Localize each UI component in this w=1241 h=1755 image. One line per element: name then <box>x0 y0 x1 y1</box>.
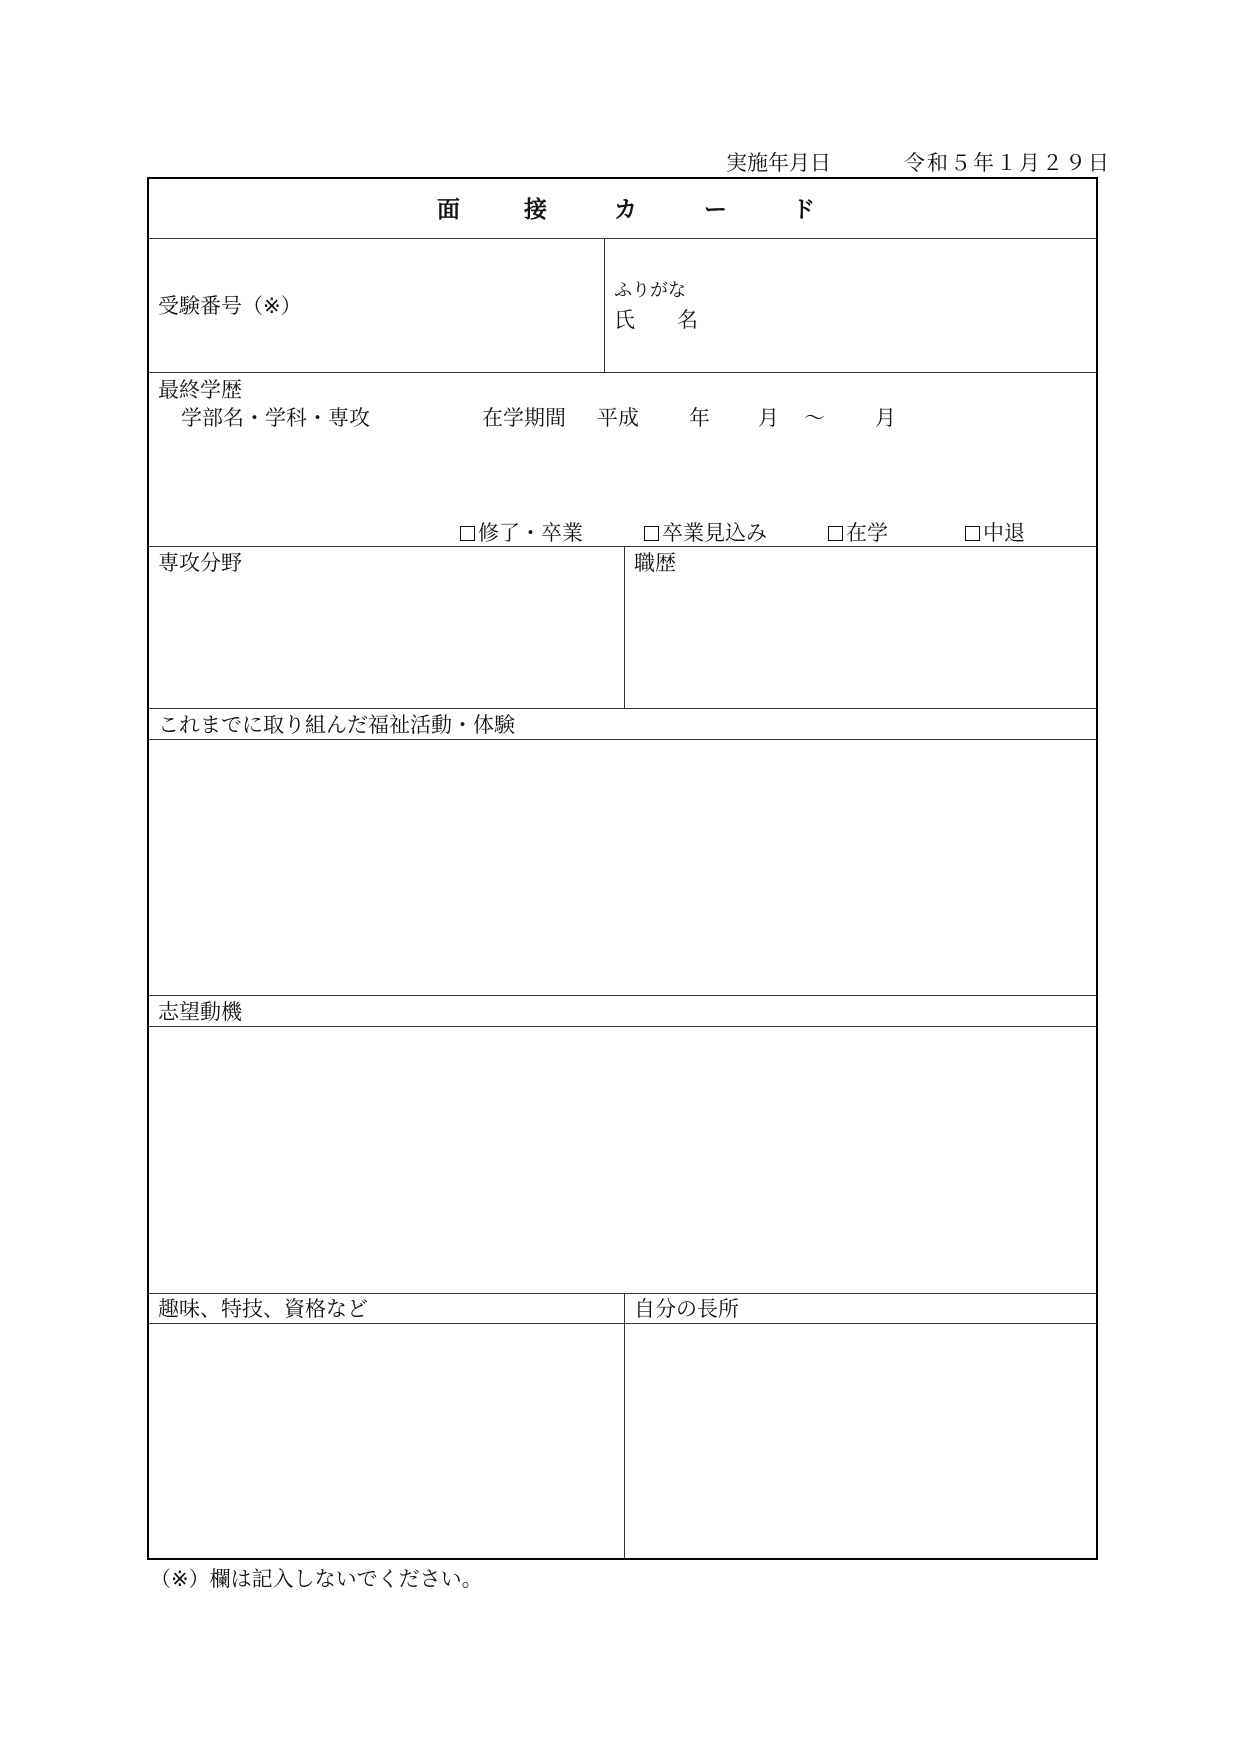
name-label: 氏 名 <box>614 308 698 332</box>
status-option-enrolled[interactable] <box>828 521 888 545</box>
career-field[interactable] <box>630 578 1092 704</box>
status-option-withdrawn-label: 中退 <box>983 521 1025 545</box>
furigana-label: ふりがな <box>614 280 686 301</box>
checkbox-enrolled[interactable] <box>828 526 843 541</box>
career-label: 職歴 <box>634 551 676 575</box>
title-char-2: 接 <box>524 197 547 223</box>
title-char-4: ー <box>704 197 727 223</box>
rule-below-title <box>148 238 1097 239</box>
rule-below-hobbies-label <box>148 1323 1097 1324</box>
strengths-field[interactable] <box>630 1328 1092 1554</box>
exam-number-field[interactable] <box>300 244 600 368</box>
checkbox-expected[interactable] <box>644 526 659 541</box>
major-label: 専攻分野 <box>158 551 242 575</box>
rule-below-motivation-label <box>148 1026 1097 1027</box>
name-field[interactable] <box>720 244 1090 368</box>
title-char-5: ド <box>792 197 815 223</box>
title-char-1: 面 <box>437 197 460 223</box>
status-option-expected-label: 卒業見込み <box>662 521 767 545</box>
divider-exam-name <box>604 238 605 372</box>
department-label: 学部名・学科・専攻 <box>181 406 370 430</box>
strengths-label: 自分の長所 <box>634 1297 739 1321</box>
hobbies-field[interactable] <box>152 1328 620 1554</box>
rule-below-major <box>148 708 1097 709</box>
status-option-withdrawn[interactable] <box>965 521 1025 545</box>
enrollment-period-label: 在学期間 <box>482 406 566 430</box>
date-label: 実施年月日 <box>726 151 831 175</box>
motivation-field[interactable] <box>152 1031 1092 1287</box>
rule-below-education <box>148 546 1097 547</box>
rule-below-motivation <box>148 1293 1097 1294</box>
rule-below-welfare-label <box>148 739 1097 740</box>
status-option-expected[interactable] <box>644 521 767 545</box>
welfare-activities-field[interactable] <box>152 744 1092 990</box>
checkbox-withdrawn[interactable] <box>965 526 980 541</box>
major-field[interactable] <box>152 578 620 704</box>
hobbies-label: 趣味、特技、資格など <box>158 1297 368 1321</box>
month-label-start: 月 <box>758 406 779 430</box>
date-value: 令和５年１月２９日 <box>904 151 1111 175</box>
status-option-graduated-label: 修了・卒業 <box>478 521 583 545</box>
tilde-separator: ～ <box>804 406 825 430</box>
checkbox-graduated[interactable] <box>460 526 475 541</box>
education-label: 最終学歴 <box>158 378 242 402</box>
rule-below-name <box>148 372 1097 373</box>
motivation-label: 志望動機 <box>158 1000 242 1024</box>
footnote: （※）欄は記入しないでください。 <box>150 1567 483 1591</box>
education-field[interactable] <box>160 436 1080 510</box>
status-option-graduated[interactable] <box>460 521 583 545</box>
exam-number-label: 受験番号（※） <box>158 294 302 318</box>
divider-hobbies-strengths <box>624 1293 625 1559</box>
welfare-activities-label: これまでに取り組んだ福祉活動・体験 <box>158 713 515 737</box>
status-option-enrolled-label: 在学 <box>846 521 888 545</box>
era-label: 平成 <box>597 406 639 430</box>
year-label: 年 <box>689 406 710 430</box>
month-label-end: 月 <box>875 406 896 430</box>
divider-major-career <box>624 546 625 708</box>
rule-below-welfare <box>148 995 1097 996</box>
title-char-3: カ <box>614 197 637 223</box>
